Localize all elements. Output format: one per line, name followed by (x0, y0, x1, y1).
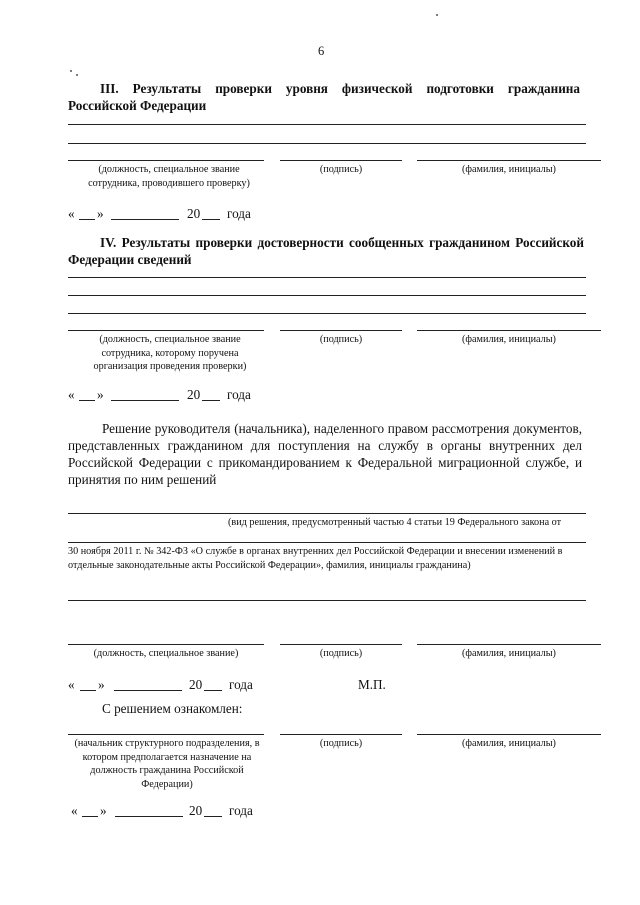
signature-caption: (подпись) (319, 738, 363, 749)
name-line (417, 160, 601, 161)
fill-line (68, 542, 586, 543)
year-line (204, 816, 222, 817)
month-line (115, 816, 183, 817)
position-caption: (должность, специальное звание) (93, 648, 239, 659)
position-caption: (должность, специальное звание сотрудника, проводившего проверку) (88, 164, 250, 189)
signature-line (280, 644, 402, 645)
month-line (114, 690, 182, 691)
fill-line (68, 513, 586, 514)
year-line (202, 400, 220, 401)
signature-line (280, 330, 402, 331)
position-line (68, 330, 264, 331)
month-line (111, 400, 179, 401)
name-caption: (фамилия, инициалы) (462, 164, 556, 175)
seal-label: М.П. (358, 677, 386, 692)
position-line (68, 160, 264, 161)
signature-line (280, 160, 402, 161)
name-caption: (фамилия, инициалы) (462, 334, 556, 345)
signature-caption: (подпись) (319, 164, 363, 175)
name-caption: (фамилия, инициалы) (462, 648, 556, 659)
year-line (204, 690, 222, 691)
day-line (80, 690, 96, 691)
decision-caption-1: (вид решения, предусмотренный частью 4 статьи 19 Федерального закона от (228, 517, 562, 528)
signature-caption: (подпись) (319, 648, 363, 659)
fill-line (68, 295, 586, 296)
day-line (79, 219, 95, 220)
scan-speck (76, 74, 78, 76)
day-line (79, 400, 95, 401)
page-number: 6 (318, 44, 325, 58)
signature-caption: (подпись) (319, 334, 363, 345)
day-line (82, 816, 98, 817)
position-line (68, 644, 264, 645)
month-line (111, 219, 179, 220)
fill-line (68, 313, 586, 314)
scan-speck (436, 14, 438, 16)
fill-line (68, 600, 586, 601)
signature-line (280, 734, 402, 735)
name-line (417, 734, 601, 735)
decision-caption-2: 30 ноября 2011 г. № 342-ФЗ «О службе в органах внутренних дел Российской Федерации и внесении изменений в отдельные законодательные акты Российской Федерации», фамилия, инициалы гражданина) (68, 546, 563, 571)
fill-line (68, 277, 586, 278)
fill-line (68, 124, 586, 125)
position-caption: (должность, специальное звание сотрудника, которому поручена организация проведения проверки) (93, 334, 247, 372)
position-line (68, 734, 264, 735)
year-line (202, 219, 220, 220)
section4-title: IV. Результаты проверки достоверности сообщенных гражданином Российской Федерации сведений (68, 235, 584, 267)
decision-paragraph: Решение руководителя (начальника), наделенного правом рассмотрения документов, представленных гражданином для поступления на службу в органы внутренних дел Российской Федерации с прикомандированием к Федеральной миграционной службе, и принятия по ним решений (68, 421, 582, 487)
name-line (417, 330, 601, 331)
scan-speck (70, 70, 72, 72)
section3-title: III. Результаты проверки уровня физической подготовки гражданина Российской Федерации (68, 81, 580, 113)
position-caption: (начальник структурного подразделения, в котором предполагается назначение на должность гражданина Российской Федерации) (74, 738, 260, 790)
acquaint-label: С решением ознакомлен: (102, 701, 243, 716)
name-line (417, 644, 601, 645)
fill-line (68, 143, 586, 144)
name-caption: (фамилия, инициалы) (462, 738, 556, 749)
